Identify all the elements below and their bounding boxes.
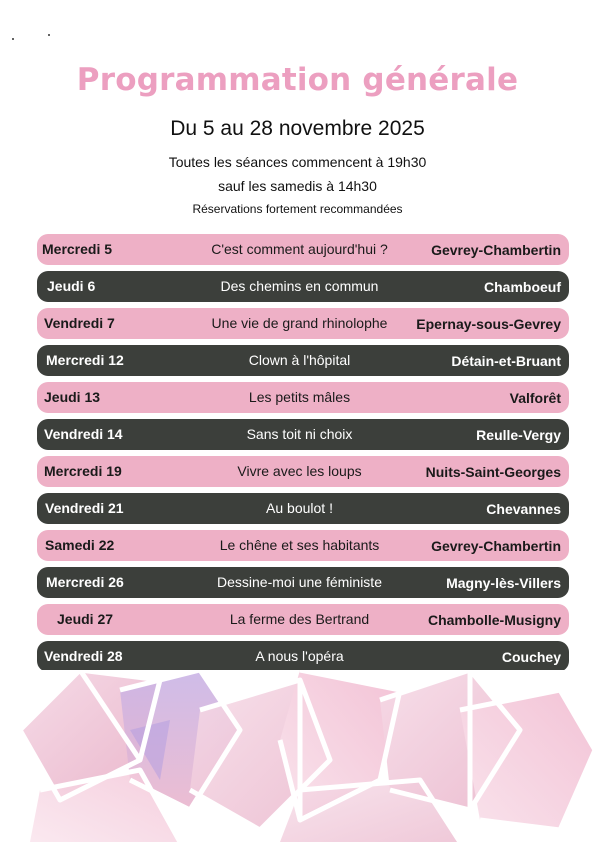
- schedule-row: [37, 234, 569, 265]
- row-day: Jeudi 6: [47, 278, 96, 294]
- schedule-row: [37, 345, 569, 376]
- row-show: Le chêne et ses habitants: [219, 537, 380, 553]
- row-day: Jeudi 27: [57, 611, 114, 627]
- schedule-row: [37, 493, 569, 524]
- row-show: Une vie de grand rhinolophe: [211, 315, 388, 331]
- schedule-row: [37, 604, 569, 635]
- row-place: Détain-et-Bruant: [451, 353, 561, 369]
- row-show: A nous l'opéra: [255, 648, 344, 664]
- row-show: Sans toit ni choix: [246, 426, 353, 442]
- row-show: Les petits mâles: [248, 389, 351, 405]
- row-day: Mercredi 26: [46, 574, 124, 590]
- schedule-row: [37, 530, 569, 561]
- row-show: Au boulot !: [266, 500, 333, 516]
- row-place: Gevrey-Chambertin: [431, 538, 561, 554]
- row-place: Valforêt: [509, 390, 561, 406]
- schedule-note: Toutes les séances commencent à 19h30: [168, 154, 427, 170]
- row-place: Gevrey-Chambertin: [431, 242, 561, 258]
- row-place: Chamboeuf: [484, 279, 561, 295]
- date-range: Du 5 au 28 novembre 2025: [170, 117, 425, 140]
- row-day: Jeudi 13: [44, 389, 101, 405]
- row-show: Vivre avec les loups: [237, 463, 362, 479]
- row-place: Nuits-Saint-Georges: [425, 464, 561, 480]
- row-place: Epernay-sous-Gevrey: [416, 316, 561, 332]
- schedule-note-saturday: sauf les samedis à 14h30: [218, 178, 377, 194]
- row-day: Samedi 22: [45, 537, 115, 553]
- schedule-row: [37, 308, 569, 339]
- row-place: Couchey: [501, 649, 561, 665]
- schedule-row: [37, 271, 569, 302]
- decorative-crystal-background: [0, 670, 595, 842]
- row-show: La ferme des Bertrand: [229, 611, 370, 627]
- schedule-row: [37, 419, 569, 450]
- row-day: Vendredi 21: [45, 500, 124, 516]
- reservation-note: Réservations fortement recommandées: [192, 202, 403, 216]
- schedule-row: [37, 641, 569, 672]
- row-day: Vendredi 14: [44, 426, 123, 442]
- schedule-list: [37, 234, 569, 678]
- row-day: Mercredi 5: [42, 241, 113, 257]
- schedule-row: [37, 567, 569, 598]
- row-place: Chevannes: [486, 501, 561, 517]
- row-day: Vendredi 28: [44, 648, 123, 664]
- row-show: Clown à l'hôpital: [248, 352, 351, 368]
- row-show: Dessine-moi une féministe: [217, 574, 382, 590]
- row-place: Magny-lès-Villers: [446, 575, 561, 591]
- row-show: C'est comment aujourd'hui ?: [211, 241, 388, 257]
- row-day: Mercredi 19: [44, 463, 122, 479]
- page-title: Programmation générale: [76, 62, 519, 98]
- row-day: Vendredi 7: [44, 315, 115, 331]
- row-place: Chambolle-Musigny: [427, 612, 561, 628]
- row-show: Des chemins en commun: [220, 278, 379, 294]
- schedule-row: [37, 382, 569, 413]
- schedule-row: [37, 456, 569, 487]
- row-place: Reulle-Vergy: [476, 427, 561, 443]
- row-day: Mercredi 12: [46, 352, 124, 368]
